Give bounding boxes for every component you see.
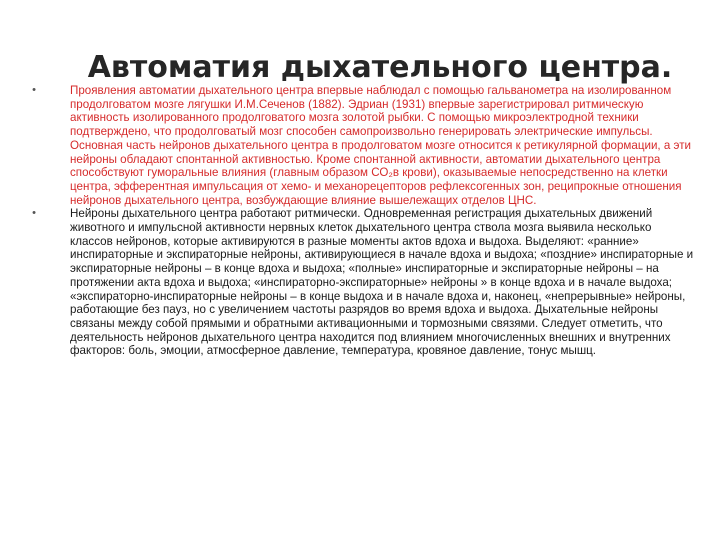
bullet-dot-icon: • <box>32 84 36 96</box>
bullet-list <box>28 84 694 358</box>
bullet-text: Проявления автоматии дыхательного центра впервые наблюдал с помощью гальванометра на изолированном продолговатом мозге лягушки И.М.Сеченов (1882). Эдриан (1931) впервые зарегистрировал ритмическую активность изолированного продолговатого мозга золотой рыбки. С помощью микроэлектродной техники подтверждено, что продолговатый мозг способен самопроизвольно генерировать электрические импульсы. Основная часть нейронов дыхательного центра в продолговатом мозге относится к ретикулярной формации, а эти нейроны обладают спонтанной активностью. Кроме спонтанной активности, автоматии дыхательного центра способствуют гуморальные влияния (главным образом СО₂в крови), оказываемые непосредственно на клетки центра, эфферентная импульсация от хемо- и механорецепторов рефлексогенных зон, реципрокные отношения нейронов дыхательного центра, возбуждающие влияние вышележащих отделов ЦНС. <box>70 84 691 207</box>
bullet-text: Нейроны дыхательного центра работают ритмически. Одновременная регистрация дыхательных движений животного и импульсной активности нервных клеток дыхательного центра ствола мозга выявила несколько классов нейронов, которые активируются в разные моменты актов вдоха и выдоха. Выделяют: «ранние» инспираторные и экспираторные нейроны, активирующиеся в начале вдоха и выдоха; «поздние» инспираторные и экспираторные нейроны – в конце вдоха и выдоха; «полные» инспираторные и экспираторные нейроны – на протяжении акта вдоха и выдоха; «инспираторно-экспираторные» нейроны » в конце вдоха и в начале выдоха; «экспираторно-инспираторные нейроны – в конце выдоха и в начале вдоха и, наконец, «непрерывные» нейроны, работающие без пауз, но с увеличением частоты разрядов во время вдоха и выдоха. Дыхательные нейроны связаны между собой прямыми и обратными активационными и тормозными связями. Следует отметить, что деятельность нейронов дыхательного центра находится под влиянием многочисленных внешних и внутренних факторов: боль, эмоции, атмосферное давление, температура, кровяное давление, тонус мышц. <box>70 207 694 358</box>
bullet-dot-icon: • <box>32 207 36 220</box>
slide-title: Автоматия дыхательного центра. <box>87 50 673 85</box>
bullet-item-automatia-history <box>28 84 694 207</box>
bullet-item-neuron-rhythm <box>28 207 694 358</box>
